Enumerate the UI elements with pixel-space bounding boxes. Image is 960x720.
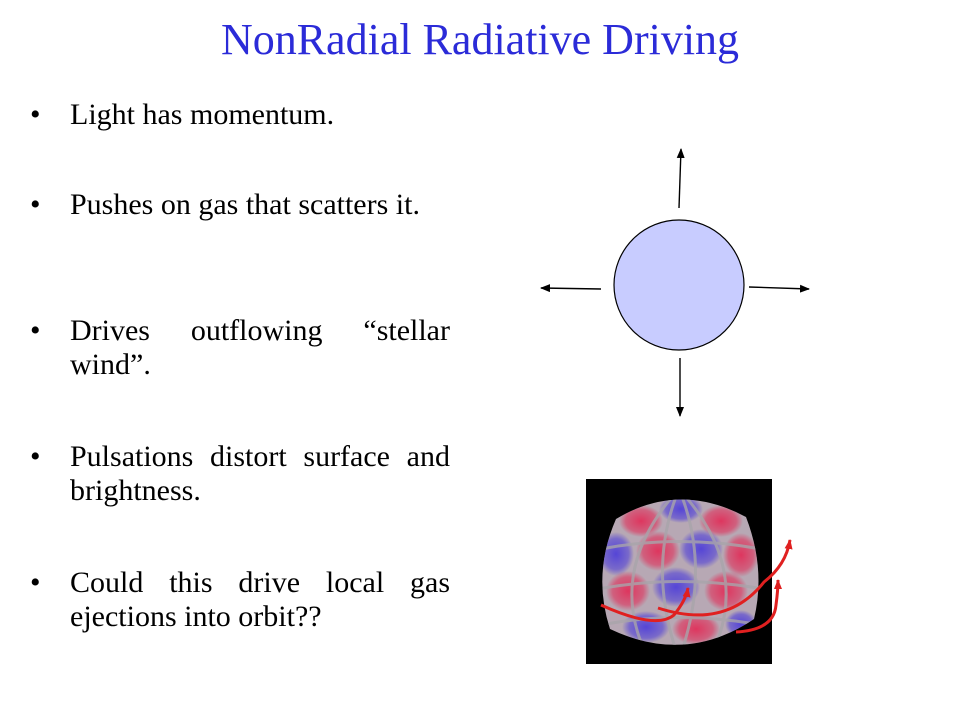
bullet-item: [30, 314, 460, 382]
curved-arrow-icon: [601, 588, 688, 621]
bullet-dot: •: [30, 314, 41, 347]
bullet-text: Pulsations distort surface and brightness.: [70, 440, 450, 507]
gas-ejection-overlay: [586, 520, 826, 665]
arrow-icon: [749, 287, 809, 289]
bullet-item: [30, 566, 460, 634]
bullet-dot: •: [30, 566, 41, 599]
radiation-diagram: [530, 140, 820, 430]
star-disk-icon: [614, 220, 744, 350]
arrow-icon: [679, 149, 681, 208]
bullet-item: [30, 440, 460, 508]
bullet-item: [30, 188, 460, 222]
bullet-text: Could this drive local gas ejections into orbit??: [70, 566, 450, 633]
curved-arrow-icon: [658, 540, 790, 615]
bullet-dot: •: [30, 98, 41, 131]
bullet-dot: •: [30, 440, 41, 473]
arrow-icon: [541, 288, 601, 289]
bullet-text: Pushes on gas that scatters it.: [70, 188, 420, 221]
bullet-item: [30, 98, 460, 132]
bullet-dot: •: [30, 188, 41, 221]
bullet-text: Drives outflowing “stellar wind”.: [70, 314, 450, 381]
slide-title: NonRadial Radiative Driving: [220, 15, 740, 64]
curved-arrow-icon: [736, 580, 778, 632]
bullet-text: Light has momentum.: [70, 98, 335, 131]
